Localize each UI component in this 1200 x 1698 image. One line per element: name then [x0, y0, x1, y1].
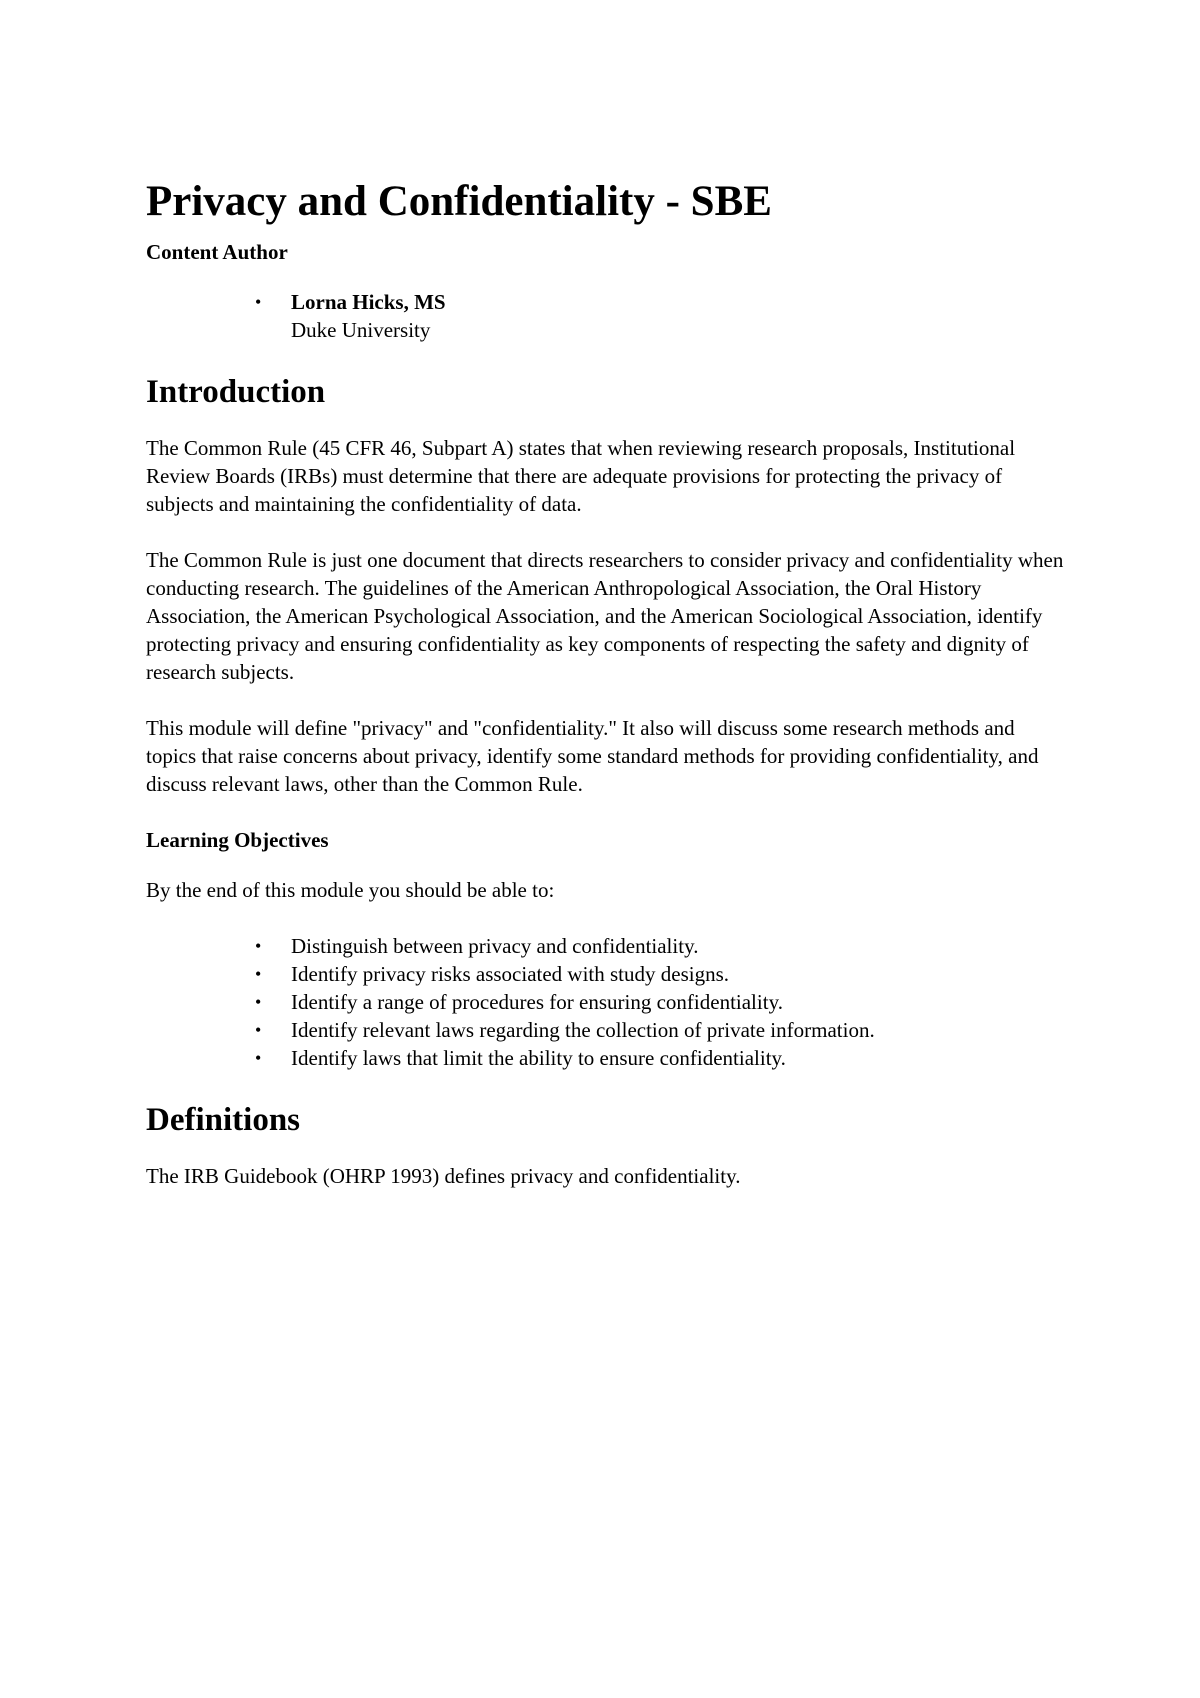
bullet-icon: • — [255, 992, 262, 1012]
content-author-label: Content Author — [146, 240, 288, 264]
objective-text: Identify laws that limit the ability to ensure confidentiality. — [291, 1046, 786, 1070]
document-page — [146, 176, 1066, 1218]
author-affiliation: Duke University — [291, 318, 431, 342]
bullet-icon: • — [255, 292, 262, 312]
definitions-heading: Definitions — [146, 1102, 301, 1138]
objective-text: Identify privacy risks associated with study designs. — [291, 962, 730, 986]
list-item — [255, 1044, 1066, 1072]
bullet-icon: • — [255, 1020, 262, 1040]
intro-paragraph-1: The Common Rule (45 CFR 46, Subpart A) states that when reviewing research proposals, Institutional Review Boards (IRBs) must determine that there are adequate provisions for protecting the privacy of subjects and maintaining the confidentiality of data. — [146, 436, 1016, 516]
definitions-paragraph: The IRB Guidebook (OHRP 1993) defines privacy and confidentiality. — [146, 1164, 741, 1188]
objective-text: Identify relevant laws regarding the collection of private information. — [291, 1018, 875, 1042]
bullet-icon: • — [255, 964, 262, 984]
objective-text: Distinguish between privacy and confidentiality. — [291, 934, 699, 958]
learning-objectives-heading: Learning Objectives — [146, 828, 329, 852]
intro-paragraph-2: The Common Rule is just one document that directs researchers to consider privacy and confidentiality when conducting research. The guidelines of the American Anthropological Association, the Oral History Association, the American Psychological Association, and the American Sociological Association, identify protecting privacy and ensuring confidentiality as key components of respecting the safety and dignity of research subjects. — [146, 548, 1064, 684]
learning-objectives-intro: By the end of this module you should be able to: — [146, 878, 555, 902]
list-item — [255, 988, 1066, 1016]
page-title: Privacy and Confidentiality - SBE — [146, 178, 772, 225]
objective-text: Identify a range of procedures for ensuring confidentiality. — [291, 990, 783, 1014]
list-item — [255, 1016, 1066, 1044]
introduction-heading: Introduction — [146, 374, 326, 410]
author-list — [146, 288, 1066, 344]
list-item — [255, 960, 1066, 988]
intro-paragraph-3: This module will define "privacy" and "confidentiality." It also will discuss some research methods and topics that raise concerns about privacy, identify some standard methods for providing confidentiality, and discuss relevant laws, other than the Common Rule. — [146, 716, 1039, 796]
bullet-icon: • — [255, 936, 262, 956]
author-item — [255, 288, 1066, 344]
list-item — [255, 932, 1066, 960]
author-name: Lorna Hicks, MS — [291, 290, 446, 314]
objectives-list — [146, 932, 1066, 1072]
bullet-icon: • — [255, 1048, 262, 1068]
